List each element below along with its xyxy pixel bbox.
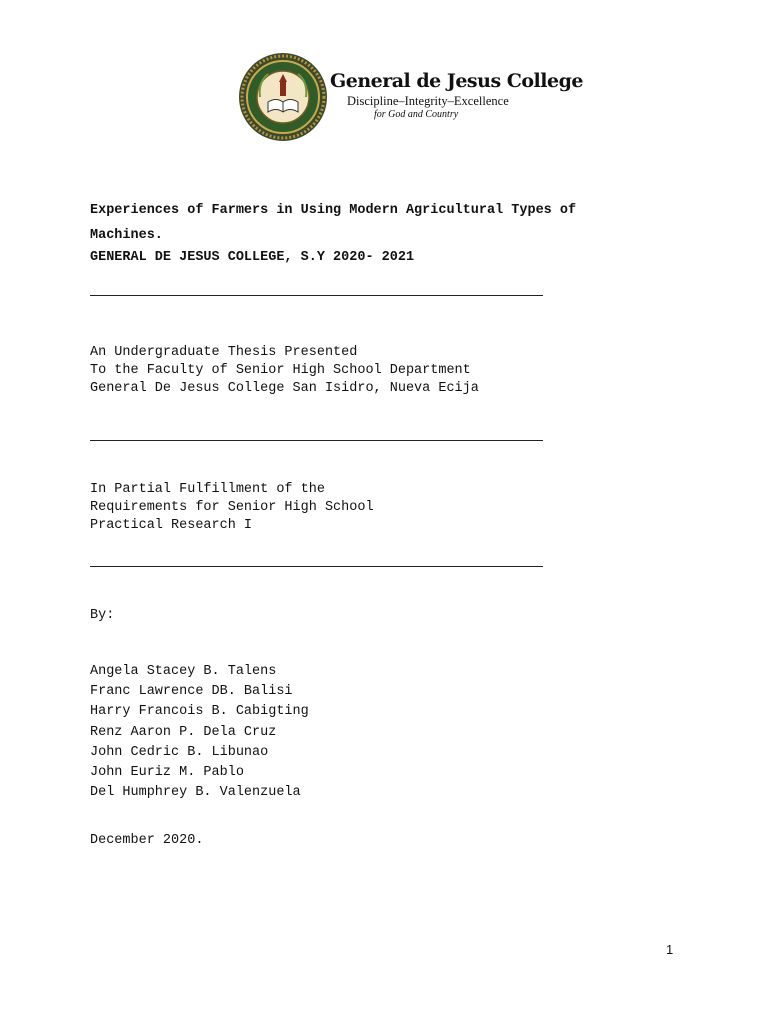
presentation-line-1: An Undergraduate Thesis Presented (90, 345, 358, 360)
submission-date: December 2020. (90, 833, 204, 848)
fulfillment-line-1: In Partial Fulfillment of the (90, 482, 325, 497)
author-name: John Cedric B. Libunao (90, 744, 269, 760)
school-year-line: GENERAL DE JESUS COLLEGE, S.Y 2020- 2021 (90, 250, 415, 265)
college-motto: Discipline–Integrity–Excellence (347, 94, 509, 108)
presentation-line-3: General De Jesus College San Isidro, Nueva Ecija (90, 381, 479, 396)
thesis-title-line-2: Machines. (90, 228, 163, 243)
authors-list (90, 662, 309, 803)
presentation-block (90, 344, 479, 398)
author-name: Renz Aaron P. Dela Cruz (90, 724, 277, 740)
fulfillment-line-3: Practical Research I (90, 518, 253, 533)
author-name: Angela Stacey B. Talens (90, 664, 277, 679)
thesis-title (90, 198, 650, 248)
author-name: John Euriz M. Pablo (90, 765, 244, 781)
presentation-line-2: To the Faculty of Senior High School Department (90, 363, 471, 378)
by-label: By: (90, 608, 115, 623)
page-number: 1 (666, 942, 674, 957)
divider-rule (90, 566, 543, 567)
fulfillment-line-2: Requirements for Senior High School (90, 500, 374, 515)
college-dedication: for God and Country (374, 109, 459, 120)
author-name: Harry Francois B. Cabigting (90, 704, 309, 720)
author-name: Del Humphrey B. Valenzuela (90, 785, 301, 801)
thesis-title-line-1: Experiences of Farmers in Using Modern Agricultural Types of (90, 203, 577, 218)
divider-rule (90, 440, 543, 441)
author-name: Franc Lawrence DB. Balisi (90, 684, 293, 700)
college-seal-logo (238, 52, 328, 142)
college-name: General de Jesus College (330, 70, 583, 92)
fulfillment-block (90, 481, 374, 535)
divider-rule (90, 295, 543, 296)
